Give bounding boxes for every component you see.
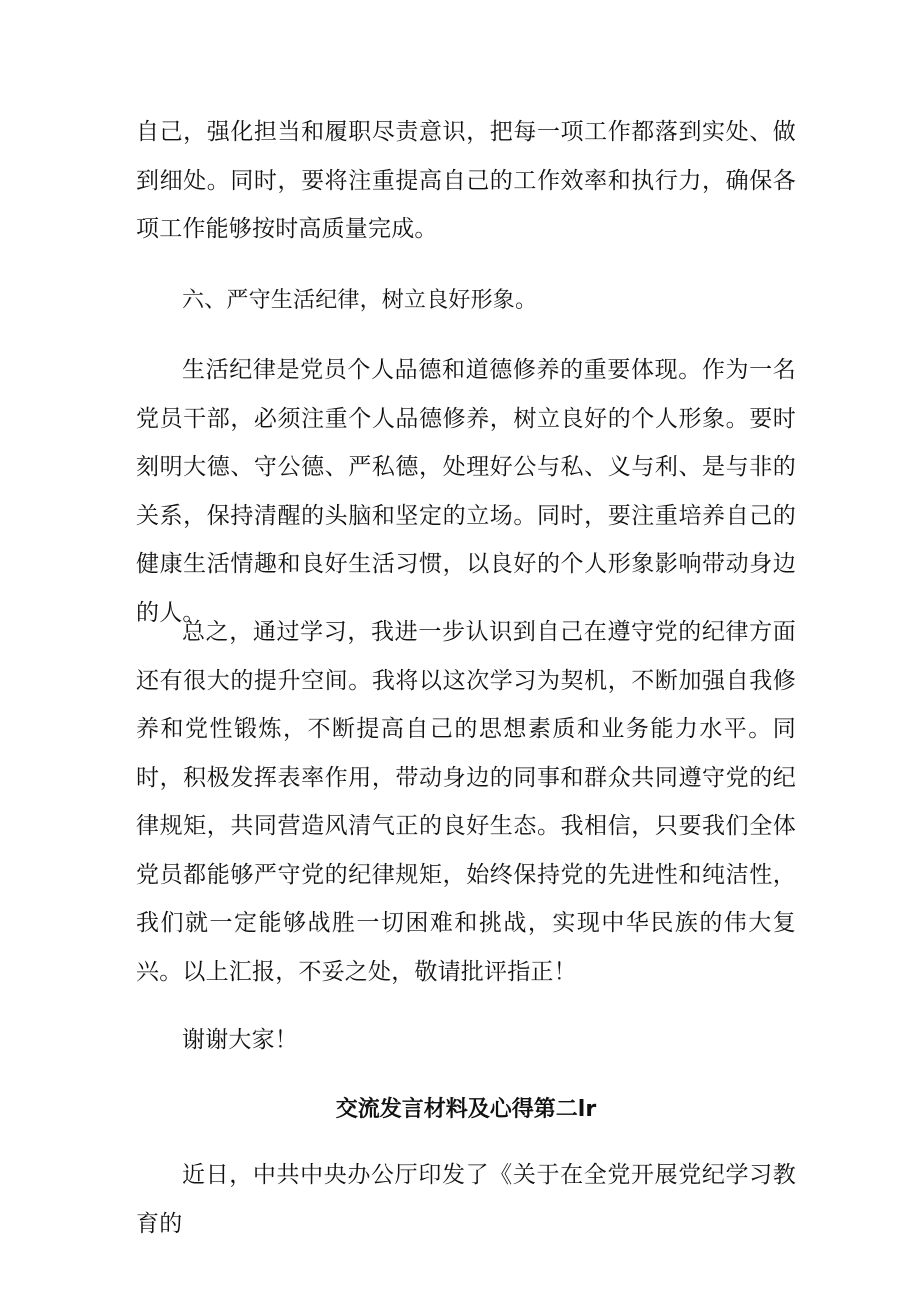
section-heading-six: 六、严守生活纪律，树立良好形象。 bbox=[182, 288, 538, 313]
thanks-line: 谢谢大家！ bbox=[182, 1027, 298, 1053]
paragraph-life-discipline: 生活纪律是党员个人品德和道德修养的重要体现。作为一名党员干部，必须注重个人品德修养，树立良好的个人形象。要时刻明大德、守公德、严私德，处理好公与私、义与利、是与非的关系，保持清醒的头脑和坚定的立场。同时，要注重培养自己的健康生活情趣和良好生活习惯，以良好的个人形象影响带动身边的人。 bbox=[136, 357, 796, 626]
paragraph-conclusion: 总之，通过学习，我进一步认识到自己在遵守党的纪律方面还有很大的提升空间。我将以这次学习为契机，不断加强自我修养和党性锻炼，不断提高自己的思想素质和业务能力水平。同时，积极发挥表率作用，带动身边的同事和群众共同遵守党的纪律规矩，共同营造风清气正的良好生态。我相信，只要我们全体党员都能够严守党的纪律规矩，始终保持党的先进性和纯洁性，我们就一定能够战胜一切困难和挑战，实现中华民族的伟大复兴。以上汇报，不妥之处，敬请批评指正！ bbox=[136, 619, 796, 985]
paragraph-intro: 近日，中共中央办公厅印发了《关于在全党开展党纪学习教育的 bbox=[136, 1162, 796, 1237]
paragraph-continuation: 自己，强化担当和履职尽责意识，把每一项工作都落到实处、做到细处。同时，要将注重提高自己的工作效率和执行力，确保各项工作能够按时高质量完成。 bbox=[136, 119, 796, 242]
section-title: 交流发言材料及心得第二lr bbox=[335, 1097, 597, 1122]
